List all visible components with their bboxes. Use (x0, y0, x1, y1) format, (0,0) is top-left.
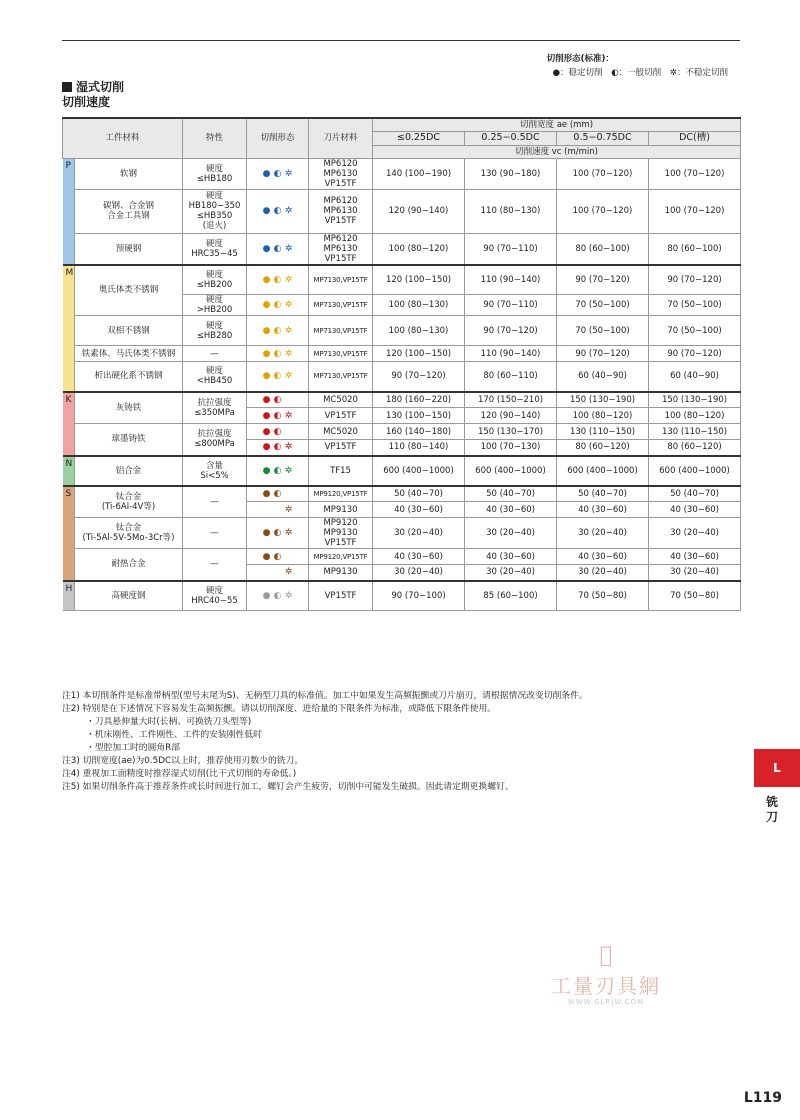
general-mark-icon: ◐ (273, 300, 282, 310)
header-mode: 切削形态 (247, 118, 309, 158)
property-cell: 硬度 ≤HB200 (183, 265, 247, 295)
property-cell: — (183, 486, 247, 518)
note-5: 注5) 如果切削条件高于推荐条件或长时间进行加工，螺钉会产生疲劳，切削中可能发生破损。因此请定期更换螺钉。 (62, 782, 514, 792)
speed-cell: 70 (50−80) (649, 581, 741, 611)
unstable-mark-icon: ✲ (284, 410, 293, 421)
speed-cell: 120 (90−140) (373, 189, 465, 233)
speed-cell: 70 (50−100) (557, 295, 649, 316)
stable-mark-icon: ● (262, 590, 271, 601)
speed-cell: 130 (110−150) (557, 424, 649, 440)
tool-grade-cell: MP9120 MP9130 VP15TF (309, 518, 373, 549)
speed-cell: 30 (20−40) (557, 518, 649, 549)
general-mark-icon: ◐ (273, 528, 282, 538)
speed-cell: 50 (40−70) (465, 486, 557, 502)
mode-cell (247, 486, 309, 502)
tool-grade-cell: MP9120,VP15TF (309, 486, 373, 502)
group-letter-K: K (63, 392, 75, 456)
stable-mark-icon: ● (262, 551, 271, 562)
speed-cell: 120 (100−150) (373, 346, 465, 362)
unstable-mark-icon: ✲ (284, 348, 293, 359)
speed-cell: 40 (30−60) (465, 502, 557, 518)
tool-grade-cell: MP6120 MP6130 VP15TF (309, 233, 373, 265)
notes (62, 690, 742, 794)
speed-cell: 130 (100−150) (373, 408, 465, 424)
speed-cell: 70 (50−100) (649, 295, 741, 316)
material-cell: 预硬钢 (75, 233, 183, 265)
tool-grade-cell: MP7130,VP15TF (309, 265, 373, 295)
speed-cell: 80 (60−110) (465, 362, 557, 392)
speed-cell: 50 (40−70) (649, 486, 741, 502)
speed-cell: 50 (40−70) (373, 486, 465, 502)
table-row (63, 392, 741, 408)
speed-cell: 30 (20−40) (373, 518, 465, 549)
speed-cell: 40 (30−60) (557, 549, 649, 565)
legend (547, 52, 728, 80)
stable-mark-icon: ● (262, 325, 271, 336)
speed-cell: 30 (20−40) (465, 565, 557, 581)
property-cell: 抗拉强度 ≤800MPa (183, 424, 247, 456)
tool-grade-cell: MP6120 MP6130 VP15TF (309, 158, 373, 189)
property-cell: 硬度 HB180−350 ≤HB350 (退火) (183, 189, 247, 233)
speed-cell: 130 (90−180) (465, 158, 557, 189)
table-row (63, 549, 741, 565)
stable-mark-icon: ● (262, 394, 271, 405)
stable-mark-icon: ● (262, 243, 271, 254)
general-mark-icon: ◐ (273, 442, 282, 453)
tool-grade-cell: MP9130 (309, 565, 373, 581)
unstable-mark-icon: ✲ (284, 243, 293, 254)
speed-cell: 60 (40−90) (649, 362, 741, 392)
stable-mark-icon: ● (262, 442, 271, 453)
title-line1: 湿式切削 (76, 80, 125, 94)
speed-cell: 30 (20−40) (649, 565, 741, 581)
general-mark-icon: ◐ (273, 325, 282, 336)
note-3: 注3) 切削宽度(ae)为0.5DC以上时，推荐使用刃数少的铣刀。 (62, 756, 304, 766)
speed-cell: 80 (60−120) (557, 440, 649, 456)
property-cell: 硬度 HRC40−55 (183, 581, 247, 611)
mode-cell (247, 518, 309, 549)
general-mark-icon: ◐ (273, 551, 282, 562)
speed-cell: 40 (30−60) (557, 502, 649, 518)
material-cell: 高硬度钢 (75, 581, 183, 611)
unstable-mark-icon: ✲ (284, 590, 293, 601)
side-tab-letter[interactable]: L (754, 749, 800, 787)
mode-cell (247, 424, 309, 440)
mode-cell (247, 549, 309, 565)
property-cell: 硬度 HRC35−45 (183, 233, 247, 265)
table-row (63, 189, 741, 233)
material-cell: 碳钢、合金钢 合金工具钢 (75, 189, 183, 233)
tool-grade-cell: TF15 (309, 456, 373, 486)
property-cell: 硬度 ≤HB280 (183, 316, 247, 346)
stable-mark-icon: ● (262, 528, 271, 538)
header-col-4: DC(槽) (649, 131, 741, 145)
material-cell: 耐热合金 (75, 549, 183, 581)
speed-cell: 150 (130−190) (649, 392, 741, 408)
header-tool: 刀片材料 (309, 118, 373, 158)
note-4: 注4) 重视加工面精度时推荐湿式切削(比干式切削的寿命低。) (62, 769, 297, 779)
note-2: 注2) 特别是在下述情况下容易发生高频振颤。请以切削深度、进给量的下限条件为标准，或降低下限条件使用。 (62, 704, 497, 714)
speed-cell: 600 (400−1000) (465, 456, 557, 486)
mode-cell (247, 316, 309, 346)
speed-cell: 40 (30−60) (465, 549, 557, 565)
speed-cell: 80 (60−120) (649, 440, 741, 456)
mode-cell (247, 233, 309, 265)
table-row (63, 233, 741, 265)
speed-cell: 180 (160−220) (373, 392, 465, 408)
property-cell: 硬度 ≤HB180 (183, 158, 247, 189)
general-mark-icon: ◐ (273, 394, 282, 405)
speed-cell: 90 (70−120) (557, 346, 649, 362)
speed-cell: 40 (30−60) (373, 502, 465, 518)
watermark-url: WWW.GLRJW.COM (567, 998, 645, 1006)
material-cell: 灰铸铁 (75, 392, 183, 424)
speed-cell: 70 (50−100) (649, 316, 741, 346)
group-letter-M: M (63, 265, 75, 392)
speed-cell: 90 (70−120) (373, 362, 465, 392)
speed-cell: 150 (130−170) (465, 424, 557, 440)
page-number: L119 (743, 1090, 782, 1106)
speed-cell: 90 (70−120) (649, 265, 741, 295)
watermark-logo-icon: ⌷ (597, 940, 615, 973)
speed-cell: 600 (400−1000) (557, 456, 649, 486)
note-2-bullet-3: ・型腔加工时的圆角R部 (86, 743, 181, 753)
general-mark-icon: ◐ (273, 465, 282, 476)
speed-cell: 90 (70−120) (465, 316, 557, 346)
speed-cell: 30 (20−40) (465, 518, 557, 549)
mode-cell (247, 456, 309, 486)
tool-grade-cell: MP7130,VP15TF (309, 316, 373, 346)
tool-grade-cell: MC5020 (309, 392, 373, 408)
group-letter-P: P (63, 158, 75, 265)
general-mark-icon: ◐ (273, 426, 282, 437)
side-tab-label: 铣刀 (765, 795, 778, 824)
unstable-mark-icon: ✲ (284, 274, 293, 285)
property-cell: 含量 Si<5% (183, 456, 247, 486)
unstable-mark-icon: ✲ (284, 504, 293, 515)
speed-cell: 80 (60−100) (649, 233, 741, 265)
mode-cell (247, 502, 309, 518)
material-cell: 钛合金 (Ti-6Al-4V等) (75, 486, 183, 518)
speed-cell: 160 (140−180) (373, 424, 465, 440)
table-row (63, 456, 741, 486)
mode-cell (247, 265, 309, 295)
tool-grade-cell: MP6120 MP6130 VP15TF (309, 189, 373, 233)
stable-mark-icon: ● (262, 274, 271, 285)
speed-cell: 30 (20−40) (373, 565, 465, 581)
general-mark-icon: ◐ (273, 168, 282, 179)
speed-cell: 85 (60−100) (465, 581, 557, 611)
stable-mark-icon: ● (262, 348, 271, 359)
group-letter-S: S (63, 486, 75, 581)
speed-cell: 60 (40−90) (557, 362, 649, 392)
mode-cell (247, 440, 309, 456)
unstable-mark-icon: ✲ (284, 371, 293, 382)
speed-cell: 110 (90−140) (465, 265, 557, 295)
speed-cell: 140 (100−190) (373, 158, 465, 189)
speed-cell: 90 (70−110) (465, 295, 557, 316)
legend-title: 切削形态(标准)： (546, 54, 614, 64)
material-cell: 球墨铸铁 (75, 424, 183, 456)
tool-grade-cell: MC5020 (309, 424, 373, 440)
header-width: 切削宽度 ae (mm) (373, 118, 741, 131)
speed-cell: 110 (80−140) (373, 440, 465, 456)
stable-mark-icon: ● (262, 465, 271, 476)
stable-mark-icon: ● (262, 371, 271, 382)
header-col-2: 0.25−0.5DC (465, 131, 557, 145)
table-row (63, 265, 741, 295)
table-row (63, 581, 741, 611)
speed-cell: 100 (80−130) (373, 295, 465, 316)
speed-cell: 100 (80−120) (557, 408, 649, 424)
mode-cell (247, 581, 309, 611)
mode-cell (247, 189, 309, 233)
speed-cell: 90 (70−120) (649, 346, 741, 362)
material-cell: 钛合金 (Ti-5Al-5V-5Mo-3Cr等) (75, 518, 183, 549)
property-cell: 硬度 >HB200 (183, 295, 247, 316)
tool-grade-cell: VP15TF (309, 408, 373, 424)
general-mark-icon: ◐ (273, 348, 282, 359)
speed-cell: 30 (20−40) (557, 565, 649, 581)
speed-cell: 100 (70−120) (649, 158, 741, 189)
table-row (63, 424, 741, 440)
unstable-mark-icon: ✲ (284, 300, 293, 310)
general-mark-icon: ◐ (273, 410, 282, 421)
speed-cell: 40 (30−60) (649, 502, 741, 518)
table-row (63, 518, 741, 549)
watermark (536, 940, 676, 1006)
top-rule (62, 40, 740, 41)
speed-cell: 600 (400−1000) (649, 456, 741, 486)
speed-cell: 90 (70−120) (557, 265, 649, 295)
material-cell: 软钢 (75, 158, 183, 189)
watermark-text: 工量刃具網 (551, 974, 661, 998)
material-cell: 铁素体、马氏体类不锈钢 (75, 346, 183, 362)
speed-cell: 40 (30−60) (373, 549, 465, 565)
unstable-mark-icon: ✲ (284, 206, 293, 216)
header-material: 工件材料 (63, 118, 183, 158)
speed-cell: 150 (130−190) (557, 392, 649, 408)
table-row (63, 362, 741, 392)
speed-cell: 100 (70−120) (557, 158, 649, 189)
section-title (62, 80, 124, 110)
unstable-mark-icon: ✲ (284, 567, 293, 578)
speed-cell: 100 (80−120) (373, 233, 465, 265)
speed-cell: 110 (80−130) (465, 189, 557, 233)
tool-grade-cell: MP9130 (309, 502, 373, 518)
mode-cell (247, 392, 309, 408)
note-1: 注1) 本切削条件是标准带柄型(型号末尾为S)、无柄型刀具的标准值。加工中如果发生高频振颤或刀片崩刃，请根据情况改变切削条件。 (62, 691, 588, 701)
material-cell: 双相不锈钢 (75, 316, 183, 346)
speed-cell: 80 (60−100) (557, 233, 649, 265)
tool-grade-cell: MP7130,VP15TF (309, 362, 373, 392)
general-mark-icon: ◐ (273, 206, 282, 216)
cutting-speed-table (62, 117, 741, 611)
unstable-mark-icon: ✲ (284, 325, 293, 336)
general-mark-icon: ◐ (273, 243, 282, 254)
unstable-mark-icon: ✲ (284, 442, 293, 453)
tool-grade-cell: MP7130,VP15TF (309, 346, 373, 362)
header-vc: 切削速度 vc (m/min) (373, 145, 741, 158)
property-cell: — (183, 549, 247, 581)
property-cell: 抗拉强度 ≤350MPa (183, 392, 247, 424)
speed-cell: 120 (90−140) (465, 408, 557, 424)
speed-cell: 90 (70−110) (465, 233, 557, 265)
property-cell: — (183, 518, 247, 549)
general-mark-icon: ◐ (273, 488, 282, 499)
stable-mark-icon: ● (262, 206, 271, 216)
mode-cell (247, 362, 309, 392)
mode-cell (247, 346, 309, 362)
material-cell: 奥氏体类不锈钢 (75, 265, 183, 316)
unstable-mark-icon: ✲ (284, 168, 293, 179)
tool-grade-cell: VP15TF (309, 581, 373, 611)
header-col-3: 0.5−0.75DC (557, 131, 649, 145)
unstable-mark-icon: ✲ (284, 528, 293, 538)
mode-cell (247, 408, 309, 424)
tool-grade-cell: MP9120,VP15TF (309, 549, 373, 565)
material-cell: 铝合金 (75, 456, 183, 486)
square-bullet-icon (62, 82, 72, 92)
mode-cell (247, 158, 309, 189)
speed-cell: 100 (80−130) (373, 316, 465, 346)
stable-mark-icon: ● (262, 410, 271, 421)
group-letter-N: N (63, 456, 75, 486)
note-2-bullet-1: ・刀具悬伸量大时(长柄、可换铣刀头型等) (86, 717, 252, 727)
mode-cell (247, 565, 309, 581)
table-row (63, 486, 741, 502)
speed-cell: 600 (400−1000) (373, 456, 465, 486)
header-property: 特性 (183, 118, 247, 158)
stable-mark-icon: ● (262, 488, 271, 499)
mode-cell (247, 295, 309, 316)
legend-general: ◐：一般切削 (611, 68, 662, 78)
stable-mark-icon: ● (262, 168, 271, 179)
legend-stable: ●：稳定切削 (552, 68, 603, 78)
speed-cell: 30 (20−40) (649, 518, 741, 549)
speed-cell: 100 (70−130) (465, 440, 557, 456)
speed-cell: 50 (40−70) (557, 486, 649, 502)
speed-cell: 90 (70−100) (373, 581, 465, 611)
general-mark-icon: ◐ (273, 371, 282, 382)
general-mark-icon: ◐ (273, 590, 282, 601)
speed-cell: 170 (150−210) (465, 392, 557, 408)
header-col-1: ≤0.25DC (373, 131, 465, 145)
note-2-bullet-2: ・机床刚性、工件刚性、工件的安装刚性低时 (86, 730, 262, 740)
speed-cell: 120 (100−150) (373, 265, 465, 295)
speed-cell: 70 (50−80) (557, 581, 649, 611)
property-cell: 硬度 <HB450 (183, 362, 247, 392)
speed-cell: 100 (80−120) (649, 408, 741, 424)
table-row (63, 158, 741, 189)
speed-cell: 70 (50−100) (557, 316, 649, 346)
tool-grade-cell: MP7130,VP15TF (309, 295, 373, 316)
legend-unstable: ✲：不稳定切削 (669, 68, 728, 78)
speed-cell: 100 (70−120) (649, 189, 741, 233)
group-letter-H: H (63, 581, 75, 611)
property-cell: — (183, 346, 247, 362)
table-row (63, 346, 741, 362)
speed-cell: 110 (90−140) (465, 346, 557, 362)
material-cell: 析出硬化系不锈钢 (75, 362, 183, 392)
unstable-mark-icon: ✲ (284, 465, 293, 476)
general-mark-icon: ◐ (273, 274, 282, 285)
stable-mark-icon: ● (262, 300, 271, 310)
table-row (63, 316, 741, 346)
speed-cell: 100 (70−120) (557, 189, 649, 233)
tool-grade-cell: VP15TF (309, 440, 373, 456)
speed-cell: 130 (110−150) (649, 424, 741, 440)
speed-cell: 40 (30−60) (649, 549, 741, 565)
stable-mark-icon: ● (262, 426, 271, 437)
title-line2: 切削速度 (62, 95, 111, 109)
